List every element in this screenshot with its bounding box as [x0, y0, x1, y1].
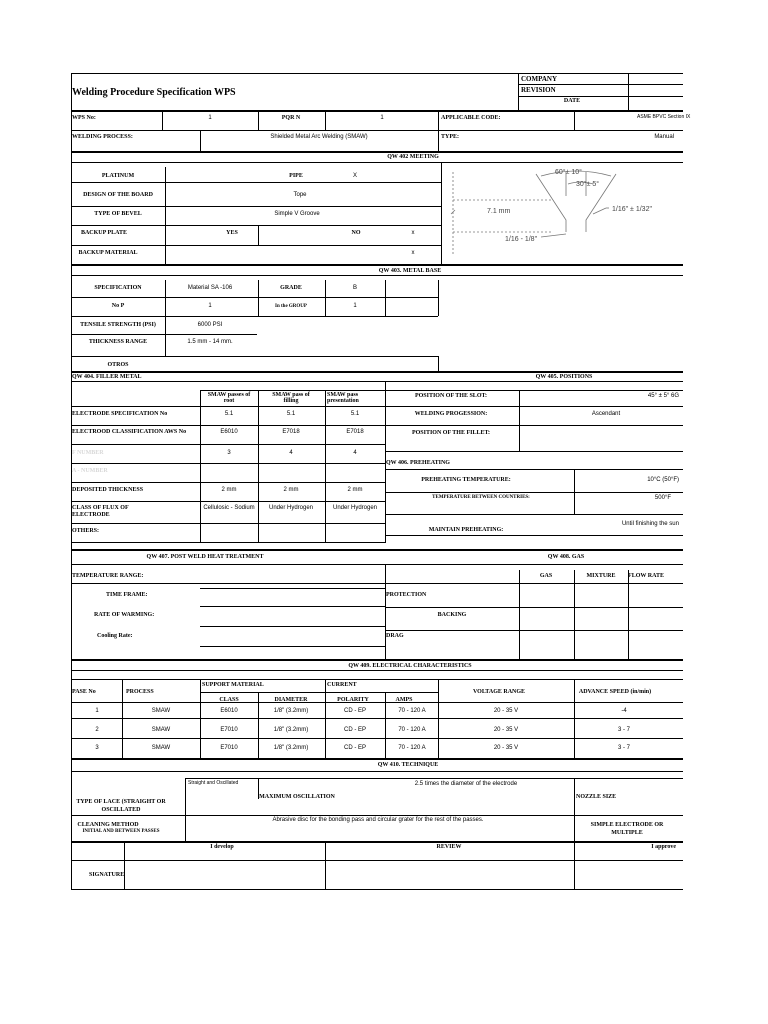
row1-pass: 1 [95, 708, 99, 714]
max-oscillation-label: MAXIMUM OSCILLATION [259, 794, 335, 800]
electrode-class-label: ELECTROOD CLASSIFICATION AWS No [72, 429, 187, 435]
support-material-label: SUPPORT MATERIAL [202, 682, 264, 688]
amps-header: AMPS [395, 697, 413, 703]
polarity-header: POLARITY [337, 697, 369, 703]
backup-plate-label: BACKUP PLATE [80, 230, 128, 236]
voltage-range-header: VOLTAGE RANGE [472, 689, 526, 695]
bevel-label: TYPE OF BEVEL [94, 211, 142, 217]
flux-class-label: CLASS OF FLUX OF ELECTRODE [72, 505, 129, 519]
a-number-label: A - NUMBER [72, 468, 108, 474]
thickness-range-value: 1.5 mm - 14 mm. [187, 339, 233, 345]
deposited-fill: 2 mm [283, 487, 299, 493]
pipe-label: PIPE [289, 173, 303, 179]
wps-value: 1 [208, 115, 212, 121]
flux-cap: Under Hydrogen [332, 505, 378, 511]
qw404-heading: QW 404. FILLER METAL [72, 374, 142, 380]
applicable-code-value: ASME BPVC Section IX [637, 114, 691, 120]
backup-plate-mark: x [411, 230, 415, 236]
date-label: DATE [563, 98, 581, 104]
bevel-value: Simple V Groove [274, 211, 320, 217]
drag-label: DRAG [386, 633, 404, 639]
grade-label: GRADE [280, 285, 302, 291]
np-value: 1 [208, 303, 212, 309]
grade-value: B [352, 285, 358, 291]
row1-diameter: 1/8" (3.2mm) [273, 708, 309, 714]
f-number-fill: 4 [289, 450, 293, 456]
specification-value: Material SA -106 [187, 285, 233, 291]
flux-root: Cellulosic - Sodium [203, 505, 255, 511]
electrode-spec-fill: 5.1 [286, 411, 296, 417]
row3-diameter: 1/8" (3.2mm) [273, 745, 309, 751]
preheat-temp-label: PREHEATING TEMPERATURE: [421, 477, 511, 483]
col-presentation-header: SMAW pass presentation [327, 392, 359, 404]
class-header: CLASS [219, 697, 239, 703]
row2-speed: 3 - 7 [617, 727, 631, 733]
pipe-mark: X [352, 173, 358, 179]
tensile-value: 6000 PSI [197, 322, 223, 328]
qw410-heading: QW 410. TECHNIQUE [377, 762, 439, 768]
diameter-header: DIAMETER [274, 697, 308, 703]
pass-no-header: PASE No [72, 689, 96, 695]
row3-pass: 3 [95, 745, 99, 751]
progression-label: WELDING PROGESSION: [414, 411, 488, 417]
qw402-heading: QW 402 MEETING [387, 154, 439, 160]
qw408-heading: QW 408. GAS [547, 554, 585, 560]
row1-polarity: CD - EP [343, 708, 367, 714]
lace-type-label: TYPE OF LACE (STRAIGHT OR OSCILLATED [76, 799, 166, 813]
row1-amps: 70 - 120 A [398, 708, 426, 714]
review-label: REVIEW [436, 844, 462, 850]
nozzle-size-label: NOZZLE SIZE [576, 794, 617, 800]
welding-process-value: Shielded Metal Arc Welding (SMAW) [270, 134, 368, 140]
group-value: 1 [353, 303, 357, 309]
design-board-label: DESIGN OF THE BOARD [83, 192, 153, 198]
interpass-temp-value: 500°F [654, 495, 671, 501]
electrode-spec-label: ELECTRODE SPECIFICATION No [72, 411, 168, 417]
row3-voltage: 20 - 35 V [493, 745, 519, 751]
mixture-label: MIXTURE [586, 573, 616, 579]
row2-amps: 70 - 120 A [398, 727, 426, 733]
time-frame-label: TIME FRAME: [106, 592, 148, 598]
col-root-header: SMAW passes of root [207, 392, 251, 404]
backup-no-label: NO [351, 230, 361, 236]
row3-speed: 3 - 7 [617, 745, 631, 751]
applicable-code-label: APPLICABLE CODE: [441, 115, 501, 121]
np-label: No P [111, 303, 125, 309]
wps-label: WPS No: [72, 115, 96, 121]
row1-class: E6010 [220, 708, 238, 714]
company-label: COMPANY [521, 75, 558, 83]
row3-polarity: CD - EP [343, 745, 367, 751]
slot-position-value: 45° ± 5° 6G [647, 393, 679, 399]
thickness-range-label: THICKNESS RANGE [88, 339, 148, 345]
electrode-class-root: E6010 [220, 429, 238, 435]
qw409-heading: QW 409. ELECTRICAL CHARACTERISTICS [348, 663, 472, 669]
qw403-heading: QW 403. METAL BASE [378, 268, 442, 274]
type-label: TYPE: [441, 134, 459, 140]
row1-speed: -4 [621, 708, 627, 714]
row3-class: E7010 [220, 745, 238, 751]
backup-material-label: BACKUP MATERIAL [78, 250, 138, 256]
revision-label: REVISION [521, 86, 556, 94]
root-face-dim-label: 1/16 - 1/8" [505, 236, 538, 243]
max-oscillation-value: 2.5 times the diameter of the electrode [414, 781, 518, 787]
qw405-heading: QW 405. POSITIONS [535, 374, 593, 380]
tensile-label: TENSILE STRENGTH (PSI) [80, 322, 156, 328]
advance-speed-header: ADVANCE SPEED (in/min) [578, 689, 652, 695]
row3-amps: 70 - 120 A [398, 745, 426, 751]
electrode-class-fill: E7018 [282, 429, 300, 435]
deposited-cap: 2 mm [347, 487, 363, 493]
row2-class: E7010 [220, 727, 238, 733]
process-header: PROCESS [126, 689, 154, 695]
gap-dim-label: 1/16" ± 1/32" [612, 206, 652, 213]
qw406-heading: QW 406. PREHEATING [386, 460, 450, 466]
group-label: In the GROUP [275, 304, 307, 309]
signature-label: SIGNATURE [89, 872, 125, 878]
platinum-label: PLATINUM [101, 173, 135, 179]
otros-label: OTROS [107, 362, 129, 368]
warming-rate-label: RATE OF WARMING: [94, 612, 155, 618]
angle-inner-label: 30°± 5° [576, 181, 600, 188]
fillet-position-label: POSITION OF THE FILLET: [411, 430, 491, 436]
electrode-type-label: SIMPLE ELECTRODE OR MULTIPLE [590, 822, 664, 836]
backing-label: BACKING [437, 612, 467, 618]
row1-process: SMAW [151, 708, 171, 714]
welding-process-label: WELDING PROCESS: [72, 134, 133, 140]
slot-position-label: POSITION OF THE SLOT: [414, 393, 488, 399]
flux-fill: Under Hydrogen [268, 505, 314, 511]
row1-voltage: 20 - 35 V [493, 708, 519, 714]
f-number-cap: 4 [353, 450, 357, 456]
pqr-value: 1 [380, 115, 384, 121]
approve-label: I approve [651, 844, 676, 850]
angle-top-label: 60°± 10° [555, 169, 582, 176]
row2-voltage: 20 - 35 V [493, 727, 519, 733]
backup-material-mark: x [411, 250, 415, 256]
row2-pass: 2 [95, 727, 99, 733]
specification-label: SPECIFICATION [94, 285, 142, 291]
temp-range-label: TEMPERATURE RANGE: [72, 573, 144, 579]
flow-rate-label: FLOW RATE [628, 573, 664, 579]
row2-diameter: 1/8" (3.2mm) [273, 727, 309, 733]
cooling-rate-label: Cooling Rate: [97, 633, 133, 639]
cleaning-method-value: Abrasive disc for the bonding pass and circular grater for the rest of the passes. [272, 817, 484, 823]
progression-value: Ascendant [591, 411, 621, 417]
row2-polarity: CD - EP [343, 727, 367, 733]
develop-label: I develop [210, 844, 234, 850]
form-title: Welding Procedure Specification WPS [72, 87, 236, 98]
electrode-class-cap: E7018 [346, 429, 364, 435]
interpass-temp-label: TEMPERATURE BETWEEN COUNTRIES: [432, 495, 530, 500]
f-number-label: F NUMBER [72, 450, 104, 456]
current-label: CURRENT [327, 682, 357, 688]
cleaning-method-sub: INITIAL AND BETWEEN PASSES [82, 829, 160, 834]
row2-process: SMAW [151, 727, 171, 733]
design-board-value: Tope [293, 192, 307, 198]
deposited-thickness-label: DEPOSITED THICKNESS [72, 487, 144, 493]
backup-yes-label: YES [226, 230, 238, 236]
preheat-temp-value: 10°C (50°F) [647, 477, 679, 483]
maintain-preheat-value: Until finishing the sun [621, 521, 679, 527]
type-value: Manual [654, 134, 674, 140]
gas-label: GAS [539, 573, 553, 579]
deposited-root: 2 mm [221, 487, 237, 493]
groove-diagram [441, 162, 683, 264]
lace-type-value: Straight and Oscillated [188, 780, 239, 786]
qw407-heading: QW 407. POST WELD HEAT TREATMENT [146, 554, 264, 560]
row3-process: SMAW [151, 745, 171, 751]
pqr-label: PQR N [281, 115, 301, 121]
electrode-spec-root: 5.1 [224, 411, 234, 417]
electrode-spec-cap: 5.1 [350, 411, 360, 417]
protection-label: PROTECTION [386, 592, 427, 598]
f-number-root: 3 [227, 450, 231, 456]
thickness-dim-label: 7.1 mm [487, 208, 511, 215]
maintain-preheat-label: MAINTAIN PREHEATING: [428, 527, 504, 533]
col-filling-header: SMAW pass of filling [272, 392, 310, 404]
cleaning-method-label: CLEANING METHOD [77, 822, 139, 828]
others-label: OTHERS: [72, 528, 100, 534]
